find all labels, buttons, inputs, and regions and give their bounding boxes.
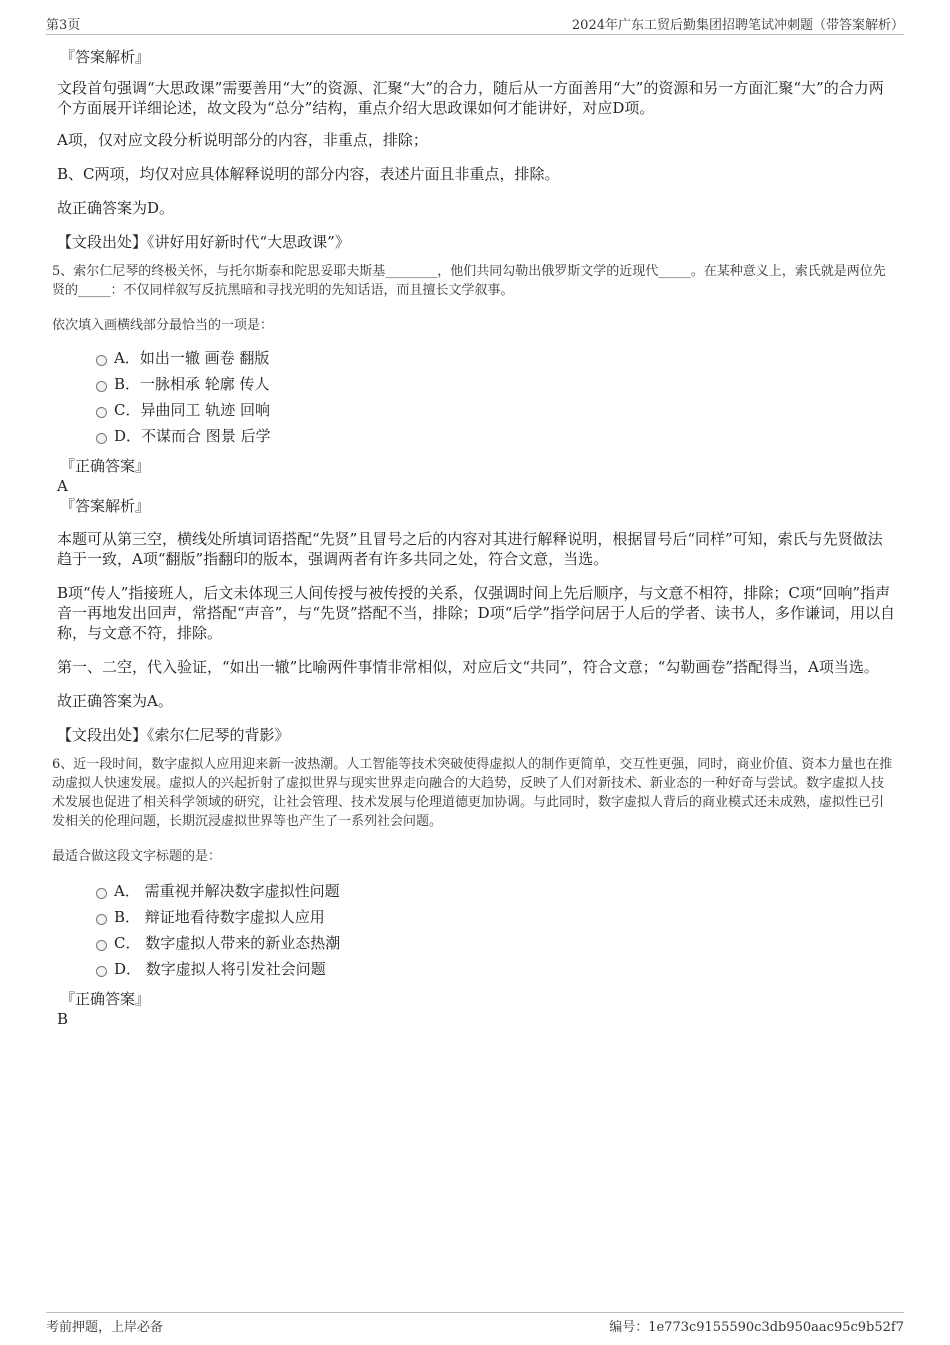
answer-label: 『正确答案』 (60, 990, 151, 1008)
source-citation: 【文段出处】《索尔仁尼琴的背影》 (57, 726, 290, 744)
analysis-paragraph: 本题可从第三空，横线处所填词语搭配“先贤”且冒号之后的内容对其进行解释说明，根据冒号后“同样”可知，索氏与先贤做法趋于一致，A项“翻版”指翻印的版本，强调两者有许多共同之处，符合文意，当选。 (57, 530, 883, 568)
page-header (46, 12, 904, 35)
analysis-paragraph: 故正确答案为D。 (57, 199, 175, 217)
analysis-label: 『答案解析』 (60, 48, 151, 66)
question-prompt: 依次填入画横线部分最恰当的一项是： (52, 318, 274, 333)
radio-icon[interactable] (96, 940, 107, 951)
answer-value: B (57, 1010, 69, 1028)
option-d[interactable]: D． 数字虚拟人将引发社会问题 (56, 956, 896, 982)
radio-icon[interactable] (96, 407, 107, 418)
answer-label: 『正确答案』 (60, 457, 151, 475)
question-prompt: 最适合做这段文字标题的是： (52, 849, 222, 864)
footer-slogan: 考前押题，上岸必备 (46, 1320, 164, 1335)
analysis-label: 『答案解析』 (60, 497, 151, 515)
question-stem: 5、索尔仁尼琴的终极关怀，与托尔斯泰和陀思妥耶夫斯基________，他们共同勾勒出俄罗斯文学的近现代_____。在某种意义上，索氏就是两位先贤的_____：不仅同样叙写反抗黑暗和寻找光明的先知话语，而且擅长文学叙事。 (52, 264, 886, 298)
footer-code: 编号：1e773c9155590c3db950aac95c9b52f7 (609, 1320, 904, 1335)
answer-value: A (57, 477, 68, 495)
option-b[interactable]: B． 辩证地看待数字虚拟人应用 (56, 904, 896, 930)
radio-icon[interactable] (96, 433, 107, 444)
option-a[interactable]: A． 需重视并解决数字虚拟性问题 (56, 878, 896, 904)
page-number: 第3页 (46, 18, 81, 33)
radio-icon[interactable] (96, 914, 107, 925)
option-d[interactable]: D．不谋而合 图景 后学 (56, 423, 896, 449)
analysis-paragraph: 第一、二空，代入验证，“如出一辙”比喻两件事情非常相似，对应后文“共同”，符合文意；“勾勒画卷”搭配得当，A项当选。 (57, 658, 879, 676)
analysis-paragraph: B项“传人”指接班人，后文未体现三人间传授与被传授的关系，仅强调时间上先后顺序，与文意不相符，排除；C项“回响”指声音一再地发出回声，常搭配“声音”，与“先贤”搭配不当，排除；D项“后学”指学问居于人后的学者、读书人，多作谦词，用以自称，与文意不符，排除。 (57, 584, 896, 642)
option-list (56, 878, 896, 982)
radio-icon[interactable] (96, 966, 107, 977)
page-content (52, 46, 896, 1028)
radio-icon[interactable] (96, 355, 107, 366)
option-c[interactable]: C． 数字虚拟人带来的新业态热潮 (56, 930, 896, 956)
document-title: 2024年广东工贸后勤集团招聘笔试冲刺题（带答案解析） (571, 18, 904, 33)
option-c[interactable]: C．异曲同工 轨迹 回响 (56, 397, 896, 423)
radio-icon[interactable] (96, 381, 107, 392)
option-b[interactable]: B．一脉相承 轮廓 传人 (56, 371, 896, 397)
page-footer (46, 1312, 904, 1335)
analysis-paragraph: 文段首句强调“大思政课”需要善用“大”的资源、汇聚“大”的合力，随后从一方面善用“大”的资源和另一方面汇聚“大”的合力两个方面展开详细论述，故文段为“总分”结构，重点介绍大思政课如何才能讲好，对应D项。 (57, 79, 884, 117)
option-list (56, 345, 896, 449)
analysis-paragraph: B、C两项，均仅对应具体解释说明的部分内容，表述片面且非重点，排除。 (57, 165, 560, 183)
option-a[interactable]: A．如出一辙 画卷 翻版 (56, 345, 896, 371)
source-citation: 【文段出处】《讲好用好新时代“大思政课”》 (57, 233, 350, 251)
question-stem: 6、近一段时间，数字虚拟人应用迎来新一波热潮。人工智能等技术突破使得虚拟人的制作更简单，交互性更强，同时，商业价值、资本力量也在推动虚拟人快速发展。虚拟人的兴起折射了虚拟世界与现实世界走向融合的大趋势，反映了人们对新技术、新业态的一种好奇与尝试。数字虚拟人技术发展也促进了相关科学领域的研究，让社会管理、技术发展与伦理道德更加协调。与此同时，数字虚拟人背后的商业模式还未成熟，虚拟性已引发相关的伦理问题，长期沉浸虚拟世界等也产生了一系列社会问题。 (52, 757, 893, 829)
analysis-paragraph: 故正确答案为A。 (57, 692, 173, 710)
radio-icon[interactable] (96, 888, 107, 899)
analysis-paragraph: A项，仅对应文段分析说明部分的内容，非重点，排除； (57, 131, 428, 149)
